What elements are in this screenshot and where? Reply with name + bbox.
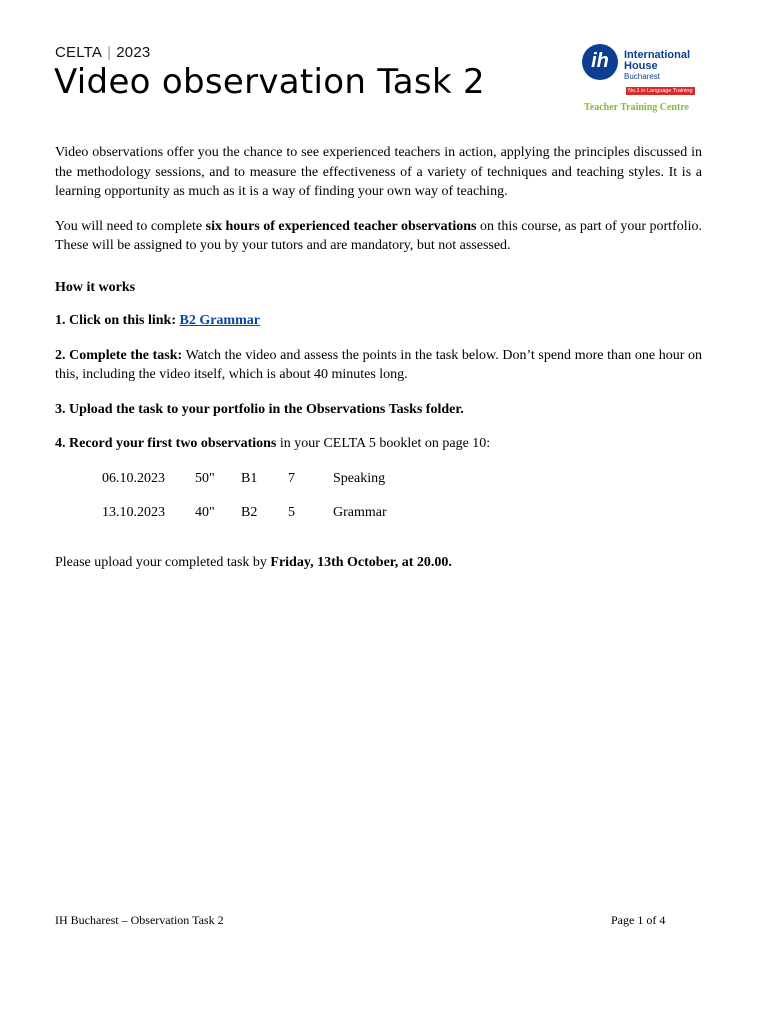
how-it-works-heading: How it works [55, 279, 136, 295]
step-1: 1. Click on this link: B2 Grammar [55, 313, 260, 328]
b2-grammar-link[interactable]: B2 Grammar [179, 313, 260, 328]
obs-date: 06.10.2023 [102, 470, 165, 486]
ih-logo-icon: ih [582, 44, 618, 80]
step-2: 2. Complete the task: Watch the video and assess the points in the task below. Don’t spend more than one hour on this, including the video itself, which is about 40 minutes long. [55, 347, 703, 382]
intro-paragraph-1: Video observations offer you the chance to see experienced teachers in action, applying the principles discussed in the methodology sessions, and to measure the effectiveness of a variety of techniques and teaching styles. It is a learning opportunity as much as it is a way of finding your own way of teaching. [55, 145, 702, 199]
ih-logo [582, 44, 712, 116]
logo-tagline: No.1 in Language Training [628, 88, 693, 94]
document-body [55, 143, 702, 572]
course-eyebrow [55, 44, 150, 61]
step-3: 3. Upload the task to your portfolio in the Observations Tasks folder. [55, 401, 464, 417]
logo-subtitle: Teacher Training Centre [584, 102, 689, 113]
obs-duration: 40" [195, 505, 215, 520]
course-name: CELTA [55, 44, 103, 61]
logo-city: Bucharest [624, 72, 661, 81]
page-title: Video observation Task 2 [54, 62, 485, 102]
obs-skill: Grammar [333, 505, 387, 520]
observations-table [102, 469, 387, 538]
obs-duration: 50" [195, 470, 215, 486]
footer-title: IH Bucharest – Observation Task 2 [55, 913, 224, 927]
intro-paragraph-2: You will need to complete six hours of experienced teacher observations on this course, as part of your portfolio. These will be assigned to you by your tutors and are mandatory, but not assessed. [55, 218, 703, 253]
table-row [102, 503, 387, 538]
obs-skill: Speaking [333, 470, 386, 486]
deadline-paragraph: Please upload your completed task by Friday, 13th October, at 20.00. [55, 554, 452, 570]
obs-number: 5 [288, 505, 295, 520]
obs-level: B2 [241, 505, 258, 520]
course-year: 2023 [116, 44, 151, 61]
logo-name: International House [624, 49, 691, 72]
obs-number: 7 [288, 470, 295, 486]
step-4: 4. Record your first two observations in your CELTA 5 booklet on page 10: [55, 436, 491, 451]
obs-level: B1 [241, 470, 258, 486]
hours-requirement: six hours of experienced teacher observations [205, 218, 477, 234]
deadline-date: Friday, 13th October, at 20.00. [270, 554, 452, 570]
obs-date: 13.10.2023 [102, 505, 165, 520]
eyebrow-separator: | [107, 44, 112, 61]
table-row [102, 469, 387, 504]
page-number: Page 1 of 4 [611, 913, 666, 927]
